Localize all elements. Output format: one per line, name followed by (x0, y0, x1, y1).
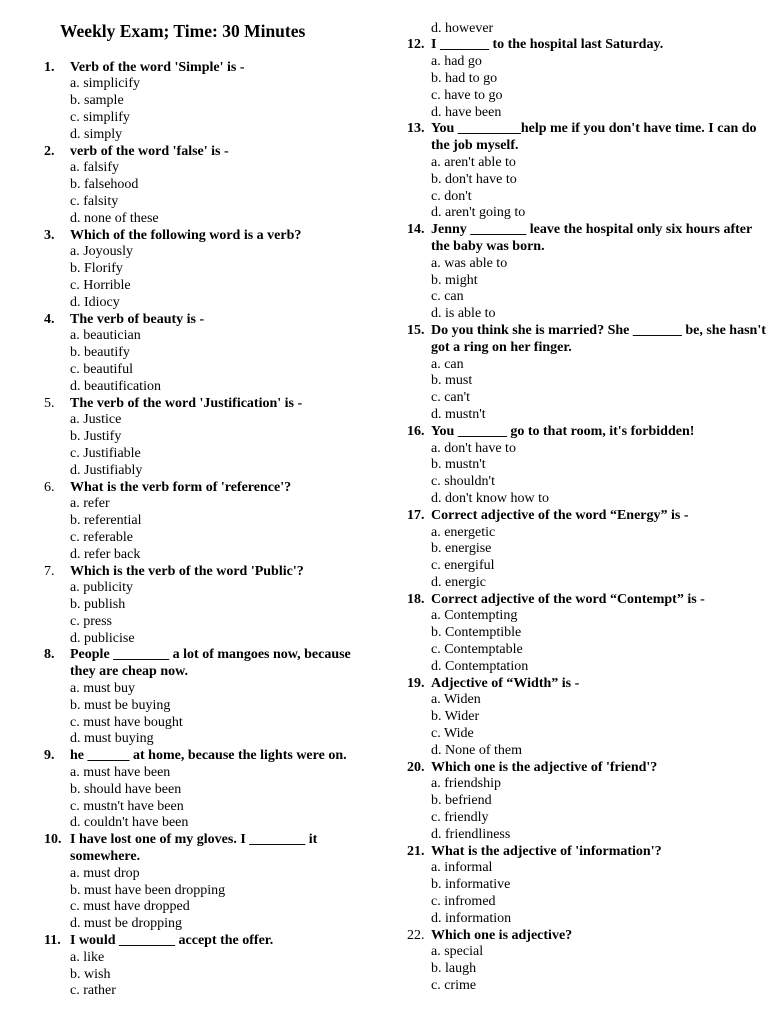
question-text: Correct adjective of the word “Energy” is - (431, 507, 689, 523)
answer-option: a. like (70, 949, 105, 965)
question (44, 396, 374, 413)
answer-option: d. publicise (70, 630, 135, 646)
answer-option: a. informal (431, 860, 493, 876)
question (44, 647, 374, 681)
question-text: Verb of the word 'Simple' is - (70, 59, 245, 75)
question (44, 933, 374, 950)
question (44, 748, 374, 765)
answer-option: d. aren't going to (431, 205, 526, 221)
question (407, 760, 768, 777)
answer-option: c. energiful (431, 558, 495, 574)
question-text: What is the adjective of 'information'? (431, 843, 662, 859)
answer-option: a. had go (431, 54, 482, 70)
question-number: 7. (44, 563, 55, 579)
question-block (407, 508, 768, 592)
answer-option: a. falsify (70, 160, 119, 176)
answer-option: a. energetic (431, 524, 496, 540)
answer-option: c. beautiful (70, 361, 133, 377)
answer-option: d. energic (431, 574, 486, 590)
answer-option: b. might (431, 272, 478, 288)
answer-option: b. energise (431, 541, 492, 557)
answer-option: a. refer (70, 496, 110, 512)
question-block (44, 480, 374, 564)
answer-option: a. Widen (431, 692, 481, 708)
question-text: verb of the word 'false' is - (70, 143, 229, 159)
answer-option: c. have to go (431, 87, 503, 103)
answer-option: c. rather (70, 983, 116, 999)
answer-option: b. Contemptible (431, 625, 522, 641)
question-number: 5. (44, 395, 55, 411)
answer-option: d. however (431, 20, 494, 36)
answer-option: b. must be buying (70, 697, 171, 713)
question-text: What is the verb form of 'reference'? (70, 479, 292, 495)
question-text: Correct adjective of the word “Contempt” is - (431, 591, 705, 607)
answer-option: b. sample (70, 93, 124, 109)
question (44, 312, 374, 329)
answer-option: d. don't know how to (431, 490, 550, 506)
answer-option: b. had to go (431, 70, 498, 86)
question-block (407, 121, 768, 222)
question-text: Which one is adjective? (431, 927, 573, 943)
answer-option: b. wish (70, 966, 111, 982)
question (407, 222, 768, 256)
answer-option: a. simplicify (70, 76, 140, 92)
answer-option: c. can't (431, 390, 471, 406)
question-number: 16. (407, 423, 425, 439)
question (407, 424, 768, 441)
question-text: Adjective of “Width” is - (431, 675, 580, 691)
question (44, 564, 374, 581)
answer-option: b. publish (70, 597, 126, 613)
answer-option: b. laugh (431, 961, 477, 977)
question-number: 18. (407, 591, 425, 607)
answer-option: a. aren't able to (431, 154, 516, 170)
answer-option: d. refer back (70, 546, 141, 562)
answer-option: d. friendliness (431, 826, 511, 842)
question-block (407, 37, 768, 121)
question-number: 8. (44, 647, 55, 663)
answer-option: d. beautification (70, 378, 161, 394)
question-number: 4. (44, 311, 55, 327)
answer-option: c. friendly (431, 810, 489, 826)
question-text: Which is the verb of the word 'Public'? (70, 563, 304, 579)
answer-option: c. Wide (431, 726, 474, 742)
answer-option: d. Contemptation (431, 658, 529, 674)
question-text: I have lost one of my gloves. I ________ it somewhere. (70, 832, 318, 865)
question-number: 15. (407, 322, 425, 338)
question-text: The verb of beauty is - (70, 311, 205, 327)
question-block (44, 564, 374, 648)
exam-title: Weekly Exam; Time: 30 Minutes (60, 21, 306, 41)
question-text: he ______ at home, because the lights were on. (70, 748, 347, 764)
question-text: People ________ a lot of mangoes now, because they are cheap now. (70, 647, 351, 680)
question-number: 12. (407, 37, 425, 53)
left-column (44, 60, 374, 1001)
answer-option: a. beautician (70, 328, 141, 344)
answer-option: a. Contempting (431, 608, 518, 624)
question (407, 928, 768, 945)
answer-option: a. publicity (70, 580, 133, 596)
question (407, 37, 768, 54)
answer-option: a. Justice (70, 412, 122, 428)
question (407, 508, 768, 525)
question-block (407, 676, 768, 760)
answer-option: d. is able to (431, 306, 496, 322)
answer-option: a. was able to (431, 255, 508, 271)
answer-option: b. referential (70, 513, 142, 529)
answer-option: c. can (431, 289, 464, 305)
answer-option: a. must buy (70, 681, 135, 697)
answer-option: c. infromed (431, 894, 496, 910)
answer-option: c. Horrible (70, 277, 131, 293)
question-block (44, 312, 374, 396)
question (44, 60, 374, 77)
question-block (44, 832, 374, 933)
answer-option: c. referable (70, 529, 133, 545)
answer-option: d. information (431, 910, 512, 926)
question-text: The verb of the word 'Justification' is - (70, 395, 303, 411)
answer-option: d. must buying (70, 731, 154, 747)
answer-option: b. falsehood (70, 177, 139, 193)
answer-option: c. crime (431, 978, 477, 994)
question-block (407, 323, 768, 424)
answer-option: a. Joyously (70, 244, 133, 260)
answer-option: d. couldn't have been (70, 815, 189, 831)
question-block (407, 760, 768, 844)
question-block (407, 928, 768, 995)
answer-option: b. Justify (70, 429, 122, 445)
question-block (44, 647, 374, 748)
answer-option: b. should have been (70, 781, 182, 797)
answer-option: b. mustn't (431, 457, 486, 473)
answer-option: c. simplify (70, 109, 130, 125)
question-number: 20. (407, 759, 425, 775)
answer-option: d. None of them (431, 742, 522, 758)
answer-option: d. none of these (70, 210, 159, 226)
answer-option: a. can (431, 356, 464, 372)
question-text: I would ________ accept the offer. (70, 933, 274, 949)
question-number: 13. (407, 121, 425, 137)
answer-option: d. have been (431, 104, 502, 120)
question-block (44, 748, 374, 832)
answer-option: b. befriend (431, 793, 492, 809)
question-block (407, 844, 768, 928)
answer-option: b. informative (431, 877, 511, 893)
question-number: 3. (44, 227, 55, 243)
answer-option: b. must (431, 373, 473, 389)
answer-option: c. Justifiable (70, 445, 141, 461)
answer-option: c. falsity (70, 193, 119, 209)
question-text: Do you think she is married? She _______ be, she hasn't got a ring on her finger. (431, 322, 766, 355)
question-number: 21. (407, 843, 425, 859)
question-block (44, 933, 374, 1000)
answer-option: a. special (431, 944, 484, 960)
question-text: Which one is the adjective of 'friend'? (431, 759, 658, 775)
answer-option: a. friendship (431, 776, 501, 792)
question-text: Which of the following word is a verb? (70, 227, 302, 243)
question-number: 11. (44, 933, 61, 949)
answer-option: d. simply (70, 126, 123, 142)
question-number: 14. (407, 222, 425, 238)
answer-option: b. beautify (70, 345, 130, 361)
answer-option: a. must have been (70, 765, 171, 781)
question-number: 2. (44, 143, 55, 159)
question-number: 1. (44, 59, 55, 75)
question (44, 144, 374, 161)
question (44, 480, 374, 497)
answer-option: c. must have dropped (70, 899, 190, 915)
answer-option: a. must drop (70, 865, 140, 881)
answer-option: c. press (70, 613, 112, 629)
question (44, 832, 374, 866)
question (44, 228, 374, 245)
answer-option: b. must have been dropping (70, 882, 226, 898)
question-text: You _______ go to that room, it's forbidden! (431, 423, 695, 439)
question-block (44, 60, 374, 144)
answer-option: c. Contemptable (431, 642, 523, 658)
answer-option: c. don't (431, 188, 472, 204)
question-text: You _________help me if you don't have time. I can do the job myself. (431, 121, 757, 154)
question (407, 592, 768, 609)
answer-option: b. Wider (431, 709, 480, 725)
answer-option: a. don't have to (431, 440, 516, 456)
answer-option: d. Idiocy (70, 294, 120, 310)
question-text: Jenny ________ leave the hospital only six hours after the baby was born. (431, 222, 752, 254)
answer-option: c. must have bought (70, 714, 183, 730)
answer-option: b. don't have to (431, 171, 517, 187)
question-number: 19. (407, 675, 425, 691)
question-block (407, 592, 768, 676)
question-number: 6. (44, 479, 55, 495)
question-number: 10. (44, 832, 62, 848)
answer-option: d. must be dropping (70, 916, 182, 932)
question-block (407, 424, 768, 508)
question-number: 22. (407, 927, 425, 943)
answer-option: c. mustn't have been (70, 798, 184, 814)
answer-option: c. shouldn't (431, 474, 495, 490)
answer-option: d. Justifiably (70, 462, 143, 478)
question-number: 17. (407, 507, 425, 523)
question-block (44, 396, 374, 480)
question-number: 9. (44, 748, 55, 764)
answer-option: b. Florify (70, 261, 123, 277)
question (407, 676, 768, 693)
question-block (44, 144, 374, 228)
question-text: I _______ to the hospital last Saturday. (431, 37, 664, 53)
question-block (407, 222, 768, 323)
answer-option: d. mustn't (431, 406, 486, 422)
question (407, 844, 768, 861)
question (407, 121, 768, 155)
question-block (44, 228, 374, 312)
question (407, 323, 768, 357)
right-column (407, 21, 768, 995)
